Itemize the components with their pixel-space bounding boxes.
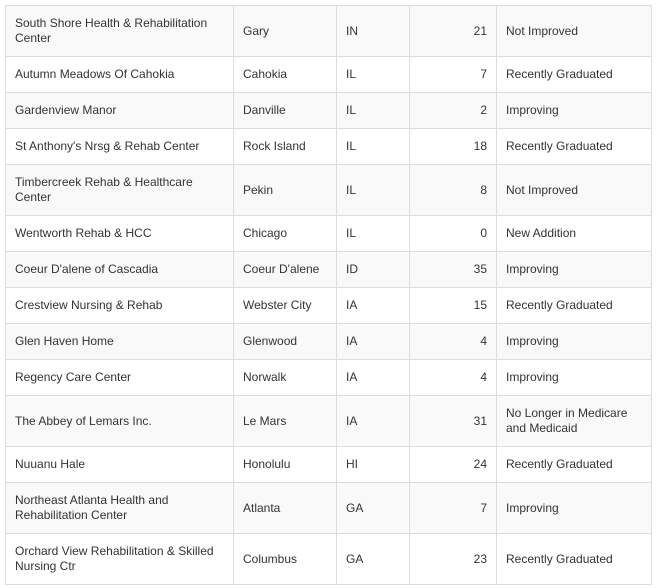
count-cell: 23 [410, 534, 497, 585]
count-cell: 8 [410, 165, 497, 216]
status-cell: No Longer in Medicare and Medicaid [497, 396, 652, 447]
facility-name-cell: Timbercreek Rehab & Healthcare Center [6, 165, 234, 216]
table-row [6, 57, 652, 93]
city-cell: Chicago [234, 216, 337, 252]
count-cell: 21 [410, 6, 497, 57]
state-cell: IL [337, 57, 410, 93]
status-cell: Improving [497, 483, 652, 534]
table-row [6, 93, 652, 129]
status-cell: New Addition [497, 216, 652, 252]
table-row [6, 6, 652, 57]
count-cell: 7 [410, 57, 497, 93]
facility-name-cell: Crestview Nursing & Rehab [6, 288, 234, 324]
table-row [6, 216, 652, 252]
table-row [6, 324, 652, 360]
city-cell: Cahokia [234, 57, 337, 93]
city-cell: Coeur D'alene [234, 252, 337, 288]
city-cell: Atlanta [234, 483, 337, 534]
city-cell: Rock Island [234, 129, 337, 165]
table-row [6, 252, 652, 288]
state-cell: HI [337, 447, 410, 483]
facility-name-cell: Coeur D'alene of Cascadia [6, 252, 234, 288]
facility-name-cell: Glen Haven Home [6, 324, 234, 360]
status-cell: Not Improved [497, 6, 652, 57]
count-cell: 7 [410, 483, 497, 534]
city-cell: Honolulu [234, 447, 337, 483]
table-row [6, 447, 652, 483]
facility-table-container [5, 5, 651, 585]
status-cell: Recently Graduated [497, 288, 652, 324]
count-cell: 15 [410, 288, 497, 324]
table-row [6, 396, 652, 447]
state-cell: IL [337, 93, 410, 129]
facility-name-cell: Northeast Atlanta Health and Rehabilitation Center [6, 483, 234, 534]
city-cell: Glenwood [234, 324, 337, 360]
state-cell: IL [337, 129, 410, 165]
status-cell: Recently Graduated [497, 129, 652, 165]
state-cell: GA [337, 534, 410, 585]
city-cell: Le Mars [234, 396, 337, 447]
state-cell: IA [337, 360, 410, 396]
count-cell: 4 [410, 360, 497, 396]
city-cell: Columbus [234, 534, 337, 585]
facility-name-cell: South Shore Health & Rehabilitation Center [6, 6, 234, 57]
status-cell: Recently Graduated [497, 57, 652, 93]
status-cell: Improving [497, 324, 652, 360]
facility-name-cell: Autumn Meadows Of Cahokia [6, 57, 234, 93]
table-row [6, 534, 652, 585]
state-cell: IL [337, 216, 410, 252]
status-cell: Improving [497, 360, 652, 396]
state-cell: IA [337, 288, 410, 324]
count-cell: 35 [410, 252, 497, 288]
table-row [6, 360, 652, 396]
city-cell: Pekin [234, 165, 337, 216]
city-cell: Norwalk [234, 360, 337, 396]
status-cell: Improving [497, 252, 652, 288]
table-row [6, 129, 652, 165]
facility-name-cell: Nuuanu Hale [6, 447, 234, 483]
table-row [6, 288, 652, 324]
facility-name-cell: Orchard View Rehabilitation & Skilled Nursing Ctr [6, 534, 234, 585]
count-cell: 0 [410, 216, 497, 252]
facility-name-cell: St Anthony's Nrsg & Rehab Center [6, 129, 234, 165]
status-cell: Improving [497, 93, 652, 129]
city-cell: Danville [234, 93, 337, 129]
facility-table [5, 5, 652, 585]
state-cell: IA [337, 324, 410, 360]
count-cell: 4 [410, 324, 497, 360]
state-cell: GA [337, 483, 410, 534]
state-cell: ID [337, 252, 410, 288]
count-cell: 24 [410, 447, 497, 483]
status-cell: Recently Graduated [497, 447, 652, 483]
state-cell: IN [337, 6, 410, 57]
table-row [6, 483, 652, 534]
count-cell: 18 [410, 129, 497, 165]
state-cell: IA [337, 396, 410, 447]
status-cell: Not Improved [497, 165, 652, 216]
state-cell: IL [337, 165, 410, 216]
table-row [6, 165, 652, 216]
facility-name-cell: Wentworth Rehab & HCC [6, 216, 234, 252]
city-cell: Webster City [234, 288, 337, 324]
count-cell: 2 [410, 93, 497, 129]
facility-name-cell: Regency Care Center [6, 360, 234, 396]
facility-name-cell: The Abbey of Lemars Inc. [6, 396, 234, 447]
facility-name-cell: Gardenview Manor [6, 93, 234, 129]
count-cell: 31 [410, 396, 497, 447]
city-cell: Gary [234, 6, 337, 57]
status-cell: Recently Graduated [497, 534, 652, 585]
